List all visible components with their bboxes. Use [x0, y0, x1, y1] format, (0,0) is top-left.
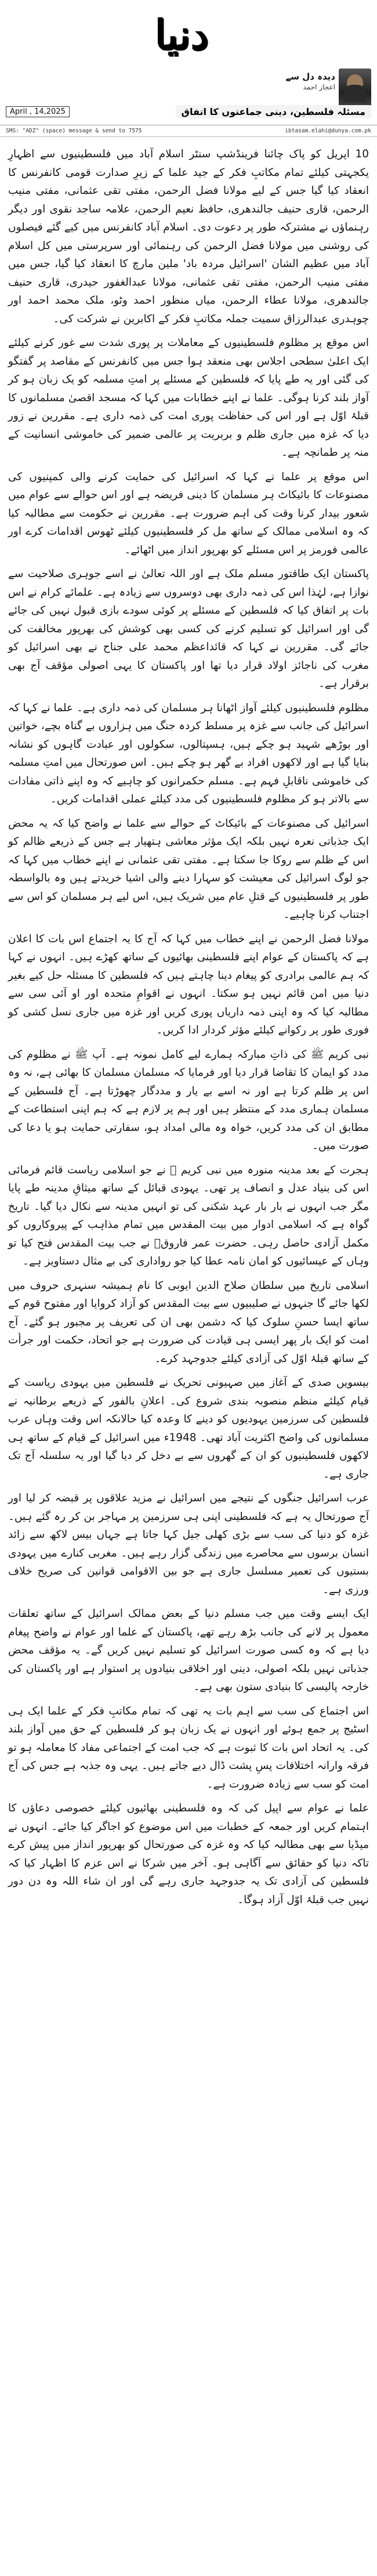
article-paragraph: مظلوم فلسطینیوں کیلئے آواز اٹھانا ہر مسلمان کی ذمہ داری ہے۔ علما نے کہا کہ اسرائیل کی جانب سے غزہ پر مسلط کردہ جنگ میں ہزاروں بے گناہ بچے، خواتین اور بوڑھے شہید ہو چکے ہیں، ہسپتالوں، سکولوں اور عبادت گاہوں کو نشانہ بنایا گیا ہے اور لاکھوں افراد بے گھر ہو چکے ہیں۔ اس صورتحال میں امتِ مسلمہ کی خاموشی ناقابلِ فہم ہے۔ مسلم حکمرانوں کو چاہیے کہ وہ اپنے ذاتی مفادات سے بالاتر ہو کر مظلوم فلسطینیوں کی مدد کیلئے عملی اقدامات کریں۔ [8, 701, 369, 805]
article-paragraph: اسرائیل کی مصنوعات کے بائیکاٹ کے حوالے سے علما نے واضح کیا کہ یہ محض ایک جذباتی نعرہ نہیں بلکہ ایک مؤثر معاشی ہتھیار ہے جس کے ذریعے ظالم کو اس کے ظلم سے روکا جا سکتا ہے۔ مفتی تقی عثمانی نے اپنے خطاب میں کہا کہ جو لوگ اسرائیل کی معیشت کو سہارا دینے والی اشیا خریدتے ہیں وہ بالواسطہ طور پر فلسطینیوں کے قتلِ عام میں شریک ہیں، اس لیے ہر مسلمان کو اس سے اجتناب کرنا چاہیے۔ [8, 817, 369, 921]
article-paragraph: بیسویں صدی کے آغاز میں صہیونی تحریک نے فلسطین میں یہودی ریاست کے قیام کیلئے منظم منصوبہ بندی شروع کی۔ اعلانِ بالفور کے ذریعے برطانیہ نے فلسطین کی سرزمین یہودیوں کو دینے کا وعدہ کیا حالانکہ اس وقت وہاں عرب مسلمانوں کی واضح اکثریت آباد تھی۔ 1948ء میں اسرائیل کے قیام کے ساتھ ہی لاکھوں فلسطینیوں کو ان کے گھروں سے بے دخل کر دیا گیا اور یہ سلسلہ آج تک جاری ہے۔ [8, 1377, 369, 1480]
column-name: دیدہ دل سے [285, 71, 335, 82]
article-paragraph: 10 اپریل کو پاک چائنا فرینڈشپ سنٹر اسلام آباد میں فلسطینیوں سے اظہارِ یکجہتی کیلئے تمام مکاتبِ فکر کے جید علما کے زیرِ صدارت قومی کانفرنس کا انعقاد کیا گیا جس کے لیے مولانا فضل الرحمن، مفتی تقی عثمانی، مفتی منیب الرحمن، قاری حنیف جالندھری، حافظ نعیم الرحمن، علامہ ساجد نقوی اور دیگر رہنماؤں نے مشترکہ طور پر دعوت دی۔ اسلام آباد کانفرنس میں کیے گئے فیصلوں کی روشنی میں مولانا فضل الرحمن کی رہنمائی اور سرپرستی میں کل اسلام آباد میں عظیم الشان 'اسرائیل مردہ باد' ملین مارچ کا انعقاد کیا گیا، جس میں مفتی منیب الرحمن، مفتی تقی عثمانی، مولانا عبدالغفور حیدری، قاری حنیف جالندھری، مولانا عطاء الرحمن، میاں منظور احمد وٹو، ملک محمد احمد اور چوہدری عبدالرزاق سمیت جملہ مکاتبِ فکر کے اکابرین نے شرکت کی۔ [8, 148, 369, 325]
email-address: ibtasam.elahi@dunya.com.pk [285, 128, 371, 134]
author-box [244, 69, 371, 103]
contact-bar [0, 125, 377, 137]
article-paragraph: علما نے عوام سے اپیل کی کہ وہ فلسطینی بھائیوں کیلئے خصوصی دعاؤں کا اہتمام کریں اور جمعہ کے خطبات میں اس موضوع کو اجاگر کیا جائے۔ انہوں نے میڈیا سے بھی مطالبہ کیا کہ وہ غزہ کی صورتحال کو بھرپور انداز میں پیش کرے تاکہ دنیا کو حقائق سے آگاہی ہو۔ آخر میں شرکا نے اس عزم کا اظہار کیا کہ فلسطین کی آزادی تک یہ جدوجہد جاری رہے گی اور ان شاء اللہ وہ دن دور نہیں جب قبلۂ اوّل آزاد ہوگا۔ [8, 1802, 369, 1906]
article-paragraph: نبی کریم ﷺ کی ذاتِ مبارکہ ہمارے لیے کامل نمونہ ہے۔ آپ ﷺ نے مظلوم کی مدد کو ایمان کا تقاضا قرار دیا اور فرمایا کہ مسلمان مسلمان کا بھائی ہے، نہ وہ اس پر ظلم کرتا ہے اور نہ اسے بے یار و مددگار چھوڑتا ہے۔ آج فلسطین کے مسلمان ہماری مدد کے منتظر ہیں اور ہم پر لازم ہے کہ ہم اپنی استطاعت کے مطابق ان کی مدد کریں، خواہ وہ مالی امداد ہو، سفارتی حمایت ہو یا دعا کی صورت میں۔ [8, 1048, 369, 1152]
article-paragraph: پاکستان ایک طاقتور مسلم ملک ہے اور اللہ تعالیٰ نے اسے جوہری صلاحیت سے نوازا ہے، لہٰذا اس کی ذمہ داری بھی دوسروں سے زیادہ ہے۔ علمائے کرام نے اس بات پر اتفاق کیا کہ فلسطین کے مسئلے پر کوئی سودے بازی قبول نہیں کی جائے گی اور اسرائیل کو تسلیم کرنے کی کسی بھی کوشش کی بھرپور مخالفت کی جائے گی۔ مقررین نے کہا کہ قائداعظم محمد علی جناح نے بھی اسرائیل کو مغرب کی ناجائز اولاد قرار دیا تھا اور پاکستان کا یہی اصولی مؤقف آج بھی برقرار ہے۔ [8, 568, 369, 690]
author-name: اعجاز احمد [303, 83, 335, 91]
article-headline: مسئلہ فلسطین، دینی جماعتوں کا اتفاق [176, 105, 371, 118]
article-paragraph: ہجرت کے بعد مدینہ منورہ میں نبی کریم ﷺ نے جو اسلامی ریاست قائم فرمائی اس کی بنیاد عدل و انصاف پر تھی۔ یہودی قبائل کے ساتھ میثاقِ مدینہ طے پایا مگر جب انہوں نے بار بار عہد شکنی کی تو انہیں مدینہ سے نکال دیا گیا۔ تاریخ گواہ ہے کہ اسلامی ادوار میں بیت المقدس میں تمام مذاہب کے پیروکاروں کو مکمل آزادی حاصل رہی۔ حضرت عمر فاروقؓ نے جب بیت المقدس فتح کیا تو وہاں کے عیسائیوں کو امان نامہ عطا کیا جو رواداری کی بے مثال دستاویز ہے۔ [8, 1163, 369, 1267]
masthead [0, 0, 377, 125]
article-body [0, 137, 377, 1909]
title-band [6, 105, 371, 118]
publish-date: April , 14,2025 [6, 106, 70, 117]
article-paragraph: ایک ایسے وقت میں جب مسلم دنیا کے بعض ممالک اسرائیل کے ساتھ تعلقات معمول پر لانے کی جانب بڑھ رہے تھے، پاکستان کے علما اور عوام نے واضح پیغام دیا ہے کہ وہ کسی صورت اسرائیل کو تسلیم نہیں کریں گے۔ یہ مؤقف محض جذباتی نہیں بلکہ اصولی، دینی اور اخلاقی بنیادوں پر استوار ہے اور پاکستان کی خارجہ پالیسی کا بنیادی ستون بھی ہے۔ [8, 1608, 369, 1693]
article-paragraph: مولانا فضل الرحمن نے اپنے خطاب میں کہا کہ آج کا یہ اجتماع اس بات کا اعلان ہے کہ پاکستان کے عوام اپنے فلسطینی بھائیوں کے ساتھ کھڑے ہیں۔ انہوں نے کہا کہ ہم عالمی برادری کو پیغام دینا چاہتے ہیں کہ فلسطین کا مسئلہ حل کیے بغیر دنیا میں امن قائم نہیں ہو سکتا۔ انہوں نے اقوامِ متحدہ اور او آئی سی سے مطالبہ کیا کہ وہ اپنی ذمہ داریاں پوری کریں اور غزہ میں جاری نسل کشی کو فوری طور پر رکوانے کیلئے مؤثر کردار ادا کریں۔ [8, 932, 369, 1036]
author-photo [339, 69, 371, 109]
newspaper-logo [148, 3, 217, 68]
article-paragraph: اس موقع پر مظلوم فلسطینیوں کے معاملات پر پوری شدت سے غور کرنے کیلئے ایک اعلیٰ سطحی اجلاس بھی منعقد ہوا جس میں کانفرنس کے مقاصد پر گفتگو کی گئی اور یہ طے پایا کہ فلسطین کے مسئلے پر امتِ مسلمہ کو یک زبان ہو کر آواز بلند کرنا ہوگی۔ علما نے اپنے خطابات میں کہا کہ مسجد اقصیٰ مسلمانوں کا قبلۂ اوّل ہے اور اس کی حفاظت پوری امت کی ذمہ داری ہے۔ مقررین نے زور دیا کہ غزہ میں جاری ظلم و بربریت پر عالمی ضمیر کی خاموشی انسانیت کے منہ پر طمانچہ ہے۔ [8, 337, 369, 459]
article-paragraph: اس اجتماع کی سب سے اہم بات یہ تھی کہ تمام مکاتبِ فکر کے علما ایک ہی اسٹیج پر جمع ہوئے اور انہوں نے یک زبان ہو کر فلسطین کے حق میں آواز بلند کی۔ یہ اتحاد اس بات کا ثبوت ہے کہ جب امت کے اجتماعی مفاد کا معاملہ ہو تو فرقہ وارانہ اختلافات پسِ پشت ڈال دیے جاتے ہیں۔ یہی وہ جذبہ ہے جس کی آج امت کو سب سے زیادہ ضرورت ہے۔ [8, 1705, 369, 1790]
article-paragraph: عرب اسرائیل جنگوں کے نتیجے میں اسرائیل نے مزید علاقوں پر قبضہ کر لیا اور آج صورتحال یہ ہے کہ فلسطینی اپنی ہی سرزمین پر مہاجر بن کر رہ گئے ہیں۔ غزہ کو دنیا کی سب سے بڑی کھلی جیل کہا جاتا ہے جہاں بیس لاکھ سے زائد انسان برسوں سے محاصرے میں زندگی گزار رہے ہیں۔ مغربی کنارے میں یہودی بستیوں کی تعمیر مسلسل جاری ہے جو بین الاقوامی قوانین کی صریح خلاف ورزی ہے۔ [8, 1492, 369, 1596]
author-text [286, 69, 335, 92]
article-paragraph: اسلامی تاریخ میں سلطان صلاح الدین ایوبی کا نام ہمیشہ سنہری حروف میں لکھا جائے گا جنہوں نے صلیبیوں سے بیت المقدس کو آزاد کروایا اور مفتوح قوم کے ساتھ ایسا حسنِ سلوک کیا کہ دشمن بھی ان کی تعریف پر مجبور ہو گئے۔ آج امت کو ایک بار پھر ایسی ہی قیادت کی ضرورت ہے جو اتحاد، حکمت اور جرأت کے ساتھ قبلۂ اوّل کی آزادی کیلئے جدوجہد کرے۔ [8, 1279, 369, 1365]
article-paragraph: اس موقع پر علما نے کہا کہ اسرائیل کی حمایت کرنے والی کمپنیوں کی مصنوعات کا بائیکاٹ ہر مسلمان کا دینی فریضہ ہے اور اس حوالے سے عوام میں شعور بیدار کرنا وقت کی اہم ضرورت ہے۔ مقررین نے حکومت سے مطالبہ کیا کہ وہ اسلامی ممالک کے ساتھ مل کر فلسطینیوں کیلئے ٹھوس اقدامات کرے اور عالمی فورمز پر اس مسئلے کو بھرپور انداز میں اٹھائے۔ [8, 470, 369, 556]
logo-text: دنیا [155, 11, 210, 60]
sms-line: SMS: "ADZ" (space) message & send to 7575 [6, 128, 142, 134]
